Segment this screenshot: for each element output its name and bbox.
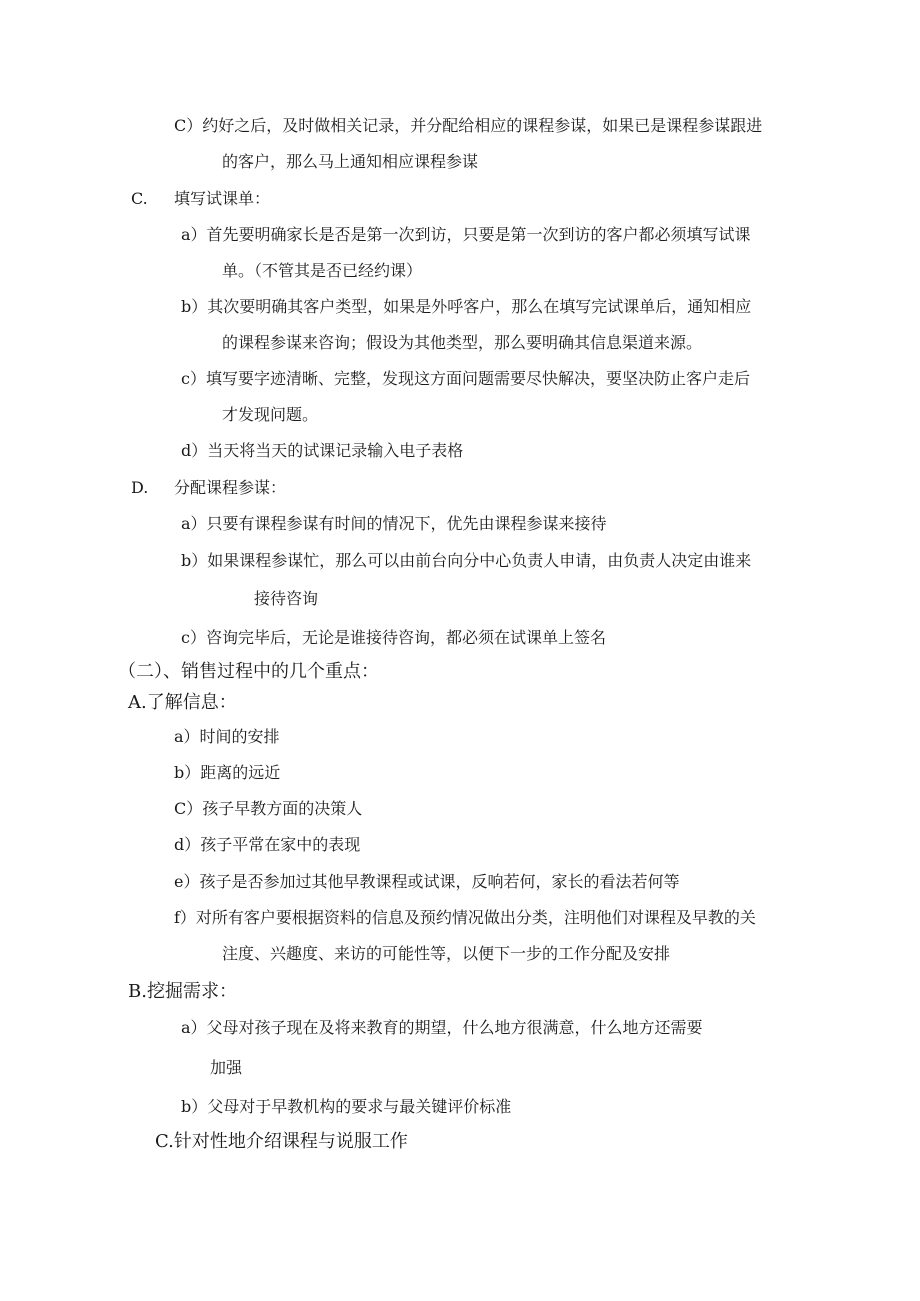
section-c-item-a-line2: 单。（不管其是否已经约课） bbox=[222, 261, 423, 280]
heading-c-targeted-intro: C.针对性地介绍课程与说服工作 bbox=[155, 1131, 408, 1152]
list-item: C）孩子早教方面的决策人 bbox=[174, 799, 363, 818]
list-item: a）时间的安排 bbox=[174, 727, 280, 746]
heading-a-understand-info: A.了解信息： bbox=[128, 692, 237, 713]
part-two-heading: （二）、销售过程中的几个重点： bbox=[118, 661, 379, 682]
section-c-item-c-line1: c）填写要字迹清晰、完整，发现这方面问题需要尽快解决，要坚决防止客户走后 bbox=[181, 369, 750, 388]
list-item: e）孩子是否参加过其他早教课程或试课，反响若何，家长的看法若何等 bbox=[174, 872, 680, 891]
list-item: b）父母对于早教机构的要求与最关键评价标准 bbox=[181, 1097, 512, 1116]
section-d-item-c: c）咨询完毕后，无论是谁接待咨询，都必须在试课单上签名 bbox=[181, 628, 606, 647]
section-c-item-b-line2: 的课程参谋来咨询；假设为其他类型，那么要明确其信息渠道来源。 bbox=[222, 333, 703, 352]
section-d-item-b-line2: 接待咨询 bbox=[254, 589, 319, 608]
list-item: b）距离的远近 bbox=[174, 763, 281, 782]
item-c-line2: 的客户，那么马上通知相应课程参谋 bbox=[222, 152, 479, 171]
section-d-title: 分配课程参谋： bbox=[174, 478, 287, 497]
section-c-item-b-line1: b）其次要明确其客户类型，如果是外呼客户，那么在填写完试课单后，通知相应 bbox=[181, 297, 752, 316]
list-item: a）父母对孩子现在及将来教育的期望，什么地方很满意，什么地方还需要 bbox=[181, 1018, 703, 1037]
section-c-label: C. bbox=[131, 189, 148, 208]
heading-b-dig-needs: B.挖掘需求： bbox=[128, 981, 237, 1002]
section-c-item-a-line1: a）首先要明确家长是否是第一次到访，只要是第一次到访的客户都必须填写试课 bbox=[181, 225, 751, 244]
section-d-label: D. bbox=[131, 478, 149, 497]
list-item-continued: 注度、兴趣度、来访的可能性等，以便下一步的工作分配及安排 bbox=[222, 944, 671, 963]
list-item-continued: 加强 bbox=[210, 1058, 243, 1077]
list-item: d）孩子平常在家中的表现 bbox=[174, 835, 361, 854]
section-c-title: 填写试课单： bbox=[174, 189, 271, 208]
section-c-item-d: d）当天将当天的试课记录输入电子表格 bbox=[181, 441, 464, 460]
section-c-item-c-line2: 才发现问题。 bbox=[222, 405, 319, 424]
item-c-line1: C）约好之后，及时做相关记录，并分配给相应的课程参谋，如果已是课程参谋跟进 bbox=[174, 116, 763, 135]
section-d-item-b-line1: b）如果课程参谋忙，那么可以由前台向分中心负责人申请，由负责人决定由谁来 bbox=[181, 551, 752, 570]
section-d-item-a: a）只要有课程参谋有时间的情况下，优先由课程参谋来接待 bbox=[181, 514, 607, 533]
list-item: f）对所有客户要根据资料的信息及预约情况做出分类，注明他们对课程及早教的关 bbox=[174, 908, 756, 927]
